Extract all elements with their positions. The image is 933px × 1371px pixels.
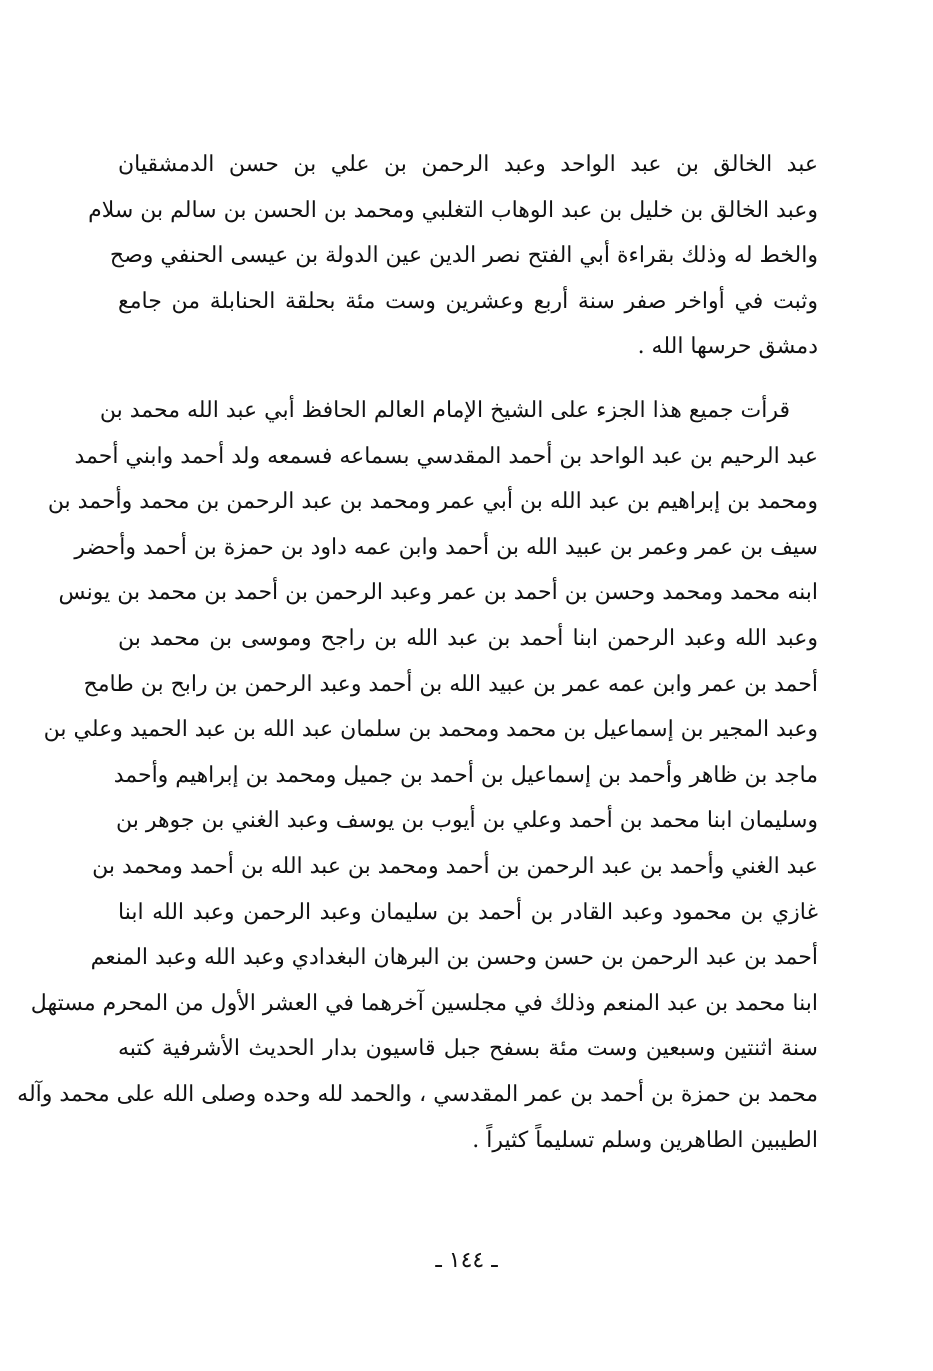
text-line: ماجد بن ظاهر وأحمد بن إسماعيل بن أحمد بن جميل ومحمد بن إبراهيم وأحمد [113, 762, 818, 788]
text-line: أحمد بن عمر وابن عمه عمر بن عبيد الله بن أحمد وعبد الرحمن بن رابح بن طامح [83, 671, 818, 697]
text-line: والخط له وذلك بقراءة أبي الفتح نصر الدين عين الدولة بن عيسى الحنفي وصح [109, 243, 818, 269]
text-line: غازي بن محمود وعبد القادر بن أحمد بن سليمان وعبد الرحمن وعبد الله ابنا [118, 899, 818, 925]
text-line: سيف بن عمر وعمر بن عبيد الله بن أحمد وابن عمه داود بن حمزة بن أحمد وأحضر [74, 534, 818, 560]
text-line: وثبت في أواخر صفر سنة أربع وعشرين وست مئة بحلقة الحنابلة من جامع [118, 288, 818, 314]
text-line: دمشق حرسها الله . [637, 334, 818, 360]
text-line: سنة اثنتين وسبعين وست مئة بسفح جبل قاسيون بدار الحديث الأشرفية كتبه [118, 1036, 818, 1062]
paragraph-2 [17, 388, 818, 1163]
text-line: محمد بن حمزة بن أحمد بن عمر المقدسي ، والحمد لله وحده وصلى الله على محمد وآله [17, 1081, 818, 1107]
text-line: وعبد المجير بن إسماعيل بن محمد ومحمد بن سلمان عبد الله بن عبد الحميد وعلي بن [43, 717, 818, 743]
text-line: وعبد الله وعبد الرحمن ابنا أحمد بن عبد الله بن راجح وموسى بن محمد بن [118, 625, 818, 651]
paragraph-1 [88, 142, 818, 370]
text-line: ومحمد بن إبراهيم بن عبد الله بن أبي عمر ومحمد بن عبد الرحمن بن محمد وأحمد بن [47, 489, 818, 515]
text-line: وعبد الخالق بن خليل بن عبد الوهاب التغلبي ومحمد بن الحسن بن سالم بن سلام [88, 197, 818, 223]
text-line: عبد الخالق بن عبد الواحد وعبد الرحمن بن علي بن حسن الدمشقيان [118, 152, 818, 177]
text-line: ابنه محمد ومحمد وحسن بن أحمد بن عمر وعبد الرحمن بن أحمد بن محمد بن يونس [58, 580, 818, 606]
page-number: ـ ١٤٤ ـ [435, 1248, 498, 1273]
text-line: قرأت جميع هذا الجزء على الشيخ الإمام العالم الحافظ أبي عبد الله محمد بن [99, 398, 790, 423]
text-line: الطيبين الطاهرين وسلم تسليماً كثيراً . [472, 1127, 818, 1153]
text-line: أحمد بن عبد الرحمن بن حسن وحسن بن البرهان البغدادي وعبد الله وعبد المنعم [90, 945, 818, 971]
text-line: عبد الرحيم بن عبد الواحد بن أحمد المقدسي بسماعه فسمعه ولد أحمد وابني أحمد [74, 443, 818, 469]
text-line: عبد الغني وأحمد بن عبد الرحمن بن أحمد ومحمد بن عبد الله بن أحمد ومحمد بن [92, 853, 818, 879]
text-line: وسليمان ابنا محمد بن أحمد وعلي بن أيوب بن يوسف وعبد الغني بن جوهر بن [115, 808, 818, 834]
text-line: ابنا محمد بن عبد المنعم وذلك في مجلسين آخرهما في العشر الأول من المحرم مستهل [30, 990, 818, 1016]
